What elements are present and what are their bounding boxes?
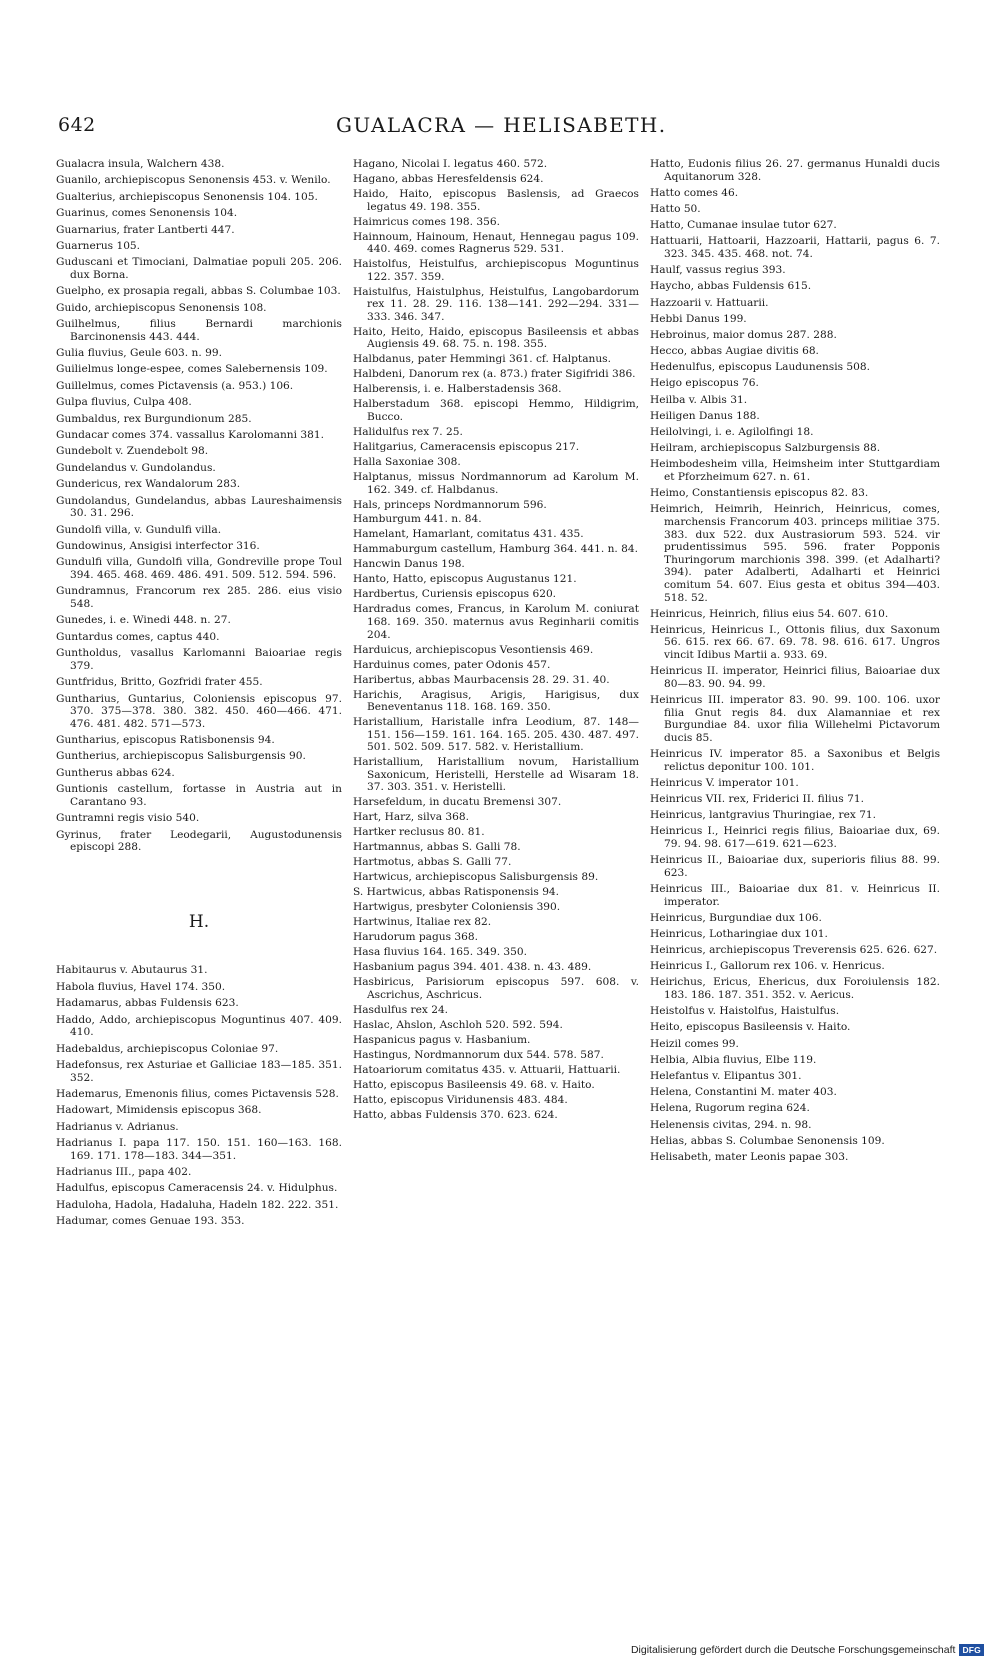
index-entry: Hasbiricus, Parisiorum episcopus 597. 608. v. Ascrichus, Aschricus. xyxy=(353,976,639,1001)
index-entry: Guntardus comes, captus 440. xyxy=(56,630,220,643)
index-entry: Helena, Rugorum regina 624. xyxy=(650,1102,810,1115)
index-entry: Guarinus, comes Senonensis 104. xyxy=(56,207,238,220)
index-entry: Hagano, Nicolai I. legatus 460. 572. xyxy=(353,158,548,170)
index-entry: Hadamarus, abbas Fuldensis 623. xyxy=(56,997,239,1010)
index-entry: Halberstadum 368. episcopi Hemmo, Hildigrim, Bucco. xyxy=(353,398,639,423)
index-entry: Heinricus, Lotharingiae dux 101. xyxy=(650,927,828,940)
index-entry: Gundericus, rex Wandalorum 283. xyxy=(56,478,241,491)
index-entry: Gulpa fluvius, Culpa 408. xyxy=(56,396,192,409)
index-entry: Haduloha, Hadola, Hadaluha, Hadeln 182. 222. 351. xyxy=(56,1198,339,1211)
index-entry: Haido, Haito, episcopus Baslensis, ad Graecos legatus 49. 198. 355. xyxy=(353,187,639,213)
index-entry: Heinricus III., Baioariae dux 81. v. Heinricus II. imperator. xyxy=(650,882,940,908)
index-entry: Hebroinus, maior domus 287. 288. xyxy=(650,328,837,341)
index-entry: Hadebaldus, archiepiscopus Coloniae 97. xyxy=(56,1042,279,1055)
index-entry: Guilielmus longe-espee, comes Salebernensis 109. xyxy=(56,363,328,376)
index-entry: Haistulfus, Haistulphus, Heistulfus, Langobardorum rex 11. 28. 29. 116. 138—141. 292—294. 331—333. 346. 347. xyxy=(353,285,639,323)
index-entry: Heinricus, archiepiscopus Treverensis 625. 626. 627. xyxy=(650,944,938,957)
index-entry: Hammaburgum castellum, Hamburg 364. 441. n. 84. xyxy=(353,543,638,556)
index-entry: Haslac, Ahslon, Aschloh 520. 592. 594. xyxy=(353,1018,563,1031)
index-column-3 xyxy=(650,158,940,1167)
index-entry: Guido, archiepiscopus Senonensis 108. xyxy=(56,301,267,314)
index-entry: Gumbaldus, rex Burgundionum 285. xyxy=(56,412,252,425)
index-entry: Guduscani et Timociani, Dalmatiae populi 205. 206. dux Borna. xyxy=(56,256,342,281)
index-entry: Heinricus I., Heinrici regis filius, Baioariae dux, 69. 79. 94. 98. 617—619. 621—623. xyxy=(650,825,940,850)
index-entry: Heinricus I., Gallorum rex 106. v. Henricus. xyxy=(650,960,885,973)
index-entry: Heistolfus v. Haistolfus, Haistulfus. xyxy=(650,1005,840,1018)
index-entry: Guillelmus, comes Pictavensis (a. 953.) 106. xyxy=(56,379,294,392)
index-entry: Gyrinus, frater Leodegarii, Augustodunensis episcopi 288. xyxy=(56,828,342,854)
index-entry: Heilba v. Albis 31. xyxy=(650,393,748,406)
index-entry: Guntherius, archiepiscopus Salisburgensis 90. xyxy=(56,750,306,763)
index-entry: Hardradus comes, Francus, in Karolum M. coniurat 168. 169. 350. maternus avus Reginharii comitis 204. xyxy=(353,603,639,641)
index-entry: Heigo episcopus 76. xyxy=(650,377,759,390)
index-entry: Halbdeni, Danorum rex (a. 873.) frater Sigifridi 386. xyxy=(353,368,636,381)
index-entry: Hanto, Hatto, episcopus Augustanus 121. xyxy=(353,573,577,586)
index-entry: Heinricus, Burgundiae dux 106. xyxy=(650,911,822,924)
index-entry: Gulia fluvius, Geule 603. n. 99. xyxy=(56,347,222,360)
index-entry: Hartwigus, presbyter Coloniensis 390. xyxy=(353,901,561,914)
index-entry: Haito, Heito, Haido, episcopus Basileensis et abbas Augiensis 49. 68. 75. n. 198. 355. xyxy=(353,325,639,351)
index-entry: Haimricus comes 198. 356. xyxy=(353,215,500,228)
index-entry: Heilolvingi, i. e. Agilolfingi 18. xyxy=(650,426,814,438)
index-entry: Gundolandus, Gundelandus, abbas Laureshaimensis 30. 31. 296. xyxy=(56,494,342,520)
index-entry: Gundebolt v. Zuendebolt 98. xyxy=(56,445,209,458)
h-entries xyxy=(56,964,342,1227)
index-entry: Hasbanium pagus 394. 401. 438. n. 43. 489. xyxy=(353,961,592,974)
index-entry: Haribertus, abbas Maurbacensis 28. 29. 31. 40. xyxy=(353,673,610,686)
index-entry: Heinricus V. imperator 101. xyxy=(650,776,799,789)
index-entry: Gualterius, archiepiscopus Senonensis 104. 105. xyxy=(56,190,318,203)
index-entry: Gundelandus v. Gundolandus. xyxy=(56,461,216,474)
index-entry: Helenensis civitas, 294. n. 98. xyxy=(650,1118,812,1131)
index-entry: Haistolfus, Heistulfus, archiepiscopus Moguntinus 122. 357. 359. xyxy=(353,258,639,283)
index-entry: Helisabeth, mater Leonis papae 303. xyxy=(650,1150,849,1163)
index-entry: Hancwin Danus 198. xyxy=(353,558,465,571)
index-entry: Hedenulfus, episcopus Laudunensis 508. xyxy=(650,361,871,374)
index-entry: Guntherus abbas 624. xyxy=(56,766,175,779)
index-entry: Hazzoarii v. Hattuarii. xyxy=(650,296,769,309)
index-entry: Harudorum pagus 368. xyxy=(353,931,478,944)
index-entry: Haddo, Addo, archiepiscopus Moguntinus 407. 409. 410. xyxy=(56,1013,342,1039)
index-entry: Hastingus, Nordmannorum dux 544. 578. 587. xyxy=(353,1048,604,1061)
dfg-logo-icon: DFG xyxy=(959,1644,984,1656)
index-entry: Guntramni regis visio 540. xyxy=(56,812,200,825)
index-entry: Gundolfi villa, v. Gundulfi villa. xyxy=(56,523,222,536)
index-entry: Haspanicus pagus v. Hasbanium. xyxy=(353,1033,531,1046)
index-entry: Guelpho, ex prosapia regali, abbas S. Columbae 103. xyxy=(56,285,341,298)
index-entry: Harsefeldum, in ducatu Bremensi 307. xyxy=(353,796,562,809)
index-entry: Hadrianus I. papa 117. 150. 151. 160—163. 168. 169. 171. 178—183. 344—351. xyxy=(56,1137,342,1162)
index-entry: Harichis, Aragisus, Arigis, Harigisus, dux Beneventanus 118. 168. 169. 350. xyxy=(353,688,639,714)
index-entry: Hagano, abbas Heresfeldensis 624. xyxy=(353,172,544,185)
index-entry: Guntharius, episcopus Ratisbonensis 94. xyxy=(56,734,275,747)
index-entry: Hadrianus III., papa 402. xyxy=(56,1166,192,1179)
index-entry: Hartmotus, abbas S. Galli 77. xyxy=(353,856,512,869)
index-entry: Halitgarius, Cameracensis episcopus 217. xyxy=(353,440,580,453)
index-entry: Habitaurus v. Abutaurus 31. xyxy=(56,964,208,977)
section-heading-h: H. xyxy=(188,911,210,932)
index-entry: Hals, princeps Nordmannorum 596. xyxy=(353,498,547,511)
index-entry: Helbia, Albia fluvius, Elbe 119. xyxy=(650,1053,817,1066)
index-entry: Heirichus, Ericus, Ehericus, dux Foroiulensis 182. 183. 186. 187. 351. 352. v. Aericus. xyxy=(650,976,940,1002)
index-entry: Haycho, abbas Fuldensis 615. xyxy=(650,280,812,293)
index-entry: Hartker reclusus 80. 81. xyxy=(353,826,485,839)
index-entry: Gunedes, i. e. Winedi 448. n. 27. xyxy=(56,614,231,627)
index-entry: Gualacra insula, Walchern 438. xyxy=(56,158,225,170)
index-entry: Guntholdus, vasallus Karlomanni Baioariae regis 379. xyxy=(56,647,342,672)
index-entry: Hainnoum, Hainoum, Henaut, Hennegau pagus 109. 440. 469. comes Ragnerus 529. 531. xyxy=(353,230,639,256)
index-entry: Hatto, episcopus Basileensis 49. 68. v. Haito. xyxy=(353,1078,595,1091)
index-entry: Hartwinus, Italiae rex 82. xyxy=(353,916,492,929)
index-entry: Hecco, abbas Augiae divitis 68. xyxy=(650,345,819,358)
index-entry: Guntharius, Guntarius, Coloniensis episcopus 97. 370. 375—378. 380. 382. 450. 460—466. 471. 476. 481. 482. 571—573. xyxy=(56,692,342,730)
index-entry: Heilram, archiepiscopus Salzburgensis 88. xyxy=(650,442,881,455)
g-entries xyxy=(56,158,342,854)
index-entry: Hadulfus, episcopus Cameracensis 24. v. Hidulphus. xyxy=(56,1182,338,1195)
index-entry: Heimrich, Heimrih, Heinrich, Heinricus, comes, marchensis Francorum 403. princeps militiae 375. 383. dux 522. dux Austrasiorum 593. 524. vir prudentissimus 595. 596. frater Popponis Thuringorum marchionis 398. 399. (et Adalharti? 394). pater Adalberti, Adalharti et Heinrici comitum 54. 607. Eius gesta et obitus 394—403. 518. 52. xyxy=(650,503,940,604)
index-entry: Helena, Constantini M. mater 403. xyxy=(650,1086,837,1099)
index-entry: Hasdulfus rex 24. xyxy=(353,1003,449,1016)
index-entry: Hattuarii, Hattoarii, Hazzoarii, Hattarii, pagus 6. 7. 323. 345. 435. 468. not. 74. xyxy=(650,235,940,260)
footer xyxy=(631,1644,984,1656)
page-number: 642 xyxy=(58,114,96,136)
index-entry: Heinricus, Heinricus I., Ottonis filius, dux Saxonum 56. 615. rex 66. 67. 69. 78. 98. 616. 617. Ungros vincit Idibus Martii a. 933. 69. xyxy=(650,623,940,662)
index-entry: Heito, episcopus Basileensis v. Haito. xyxy=(650,1021,851,1034)
index-entry: Habola fluvius, Havel 174. 350. xyxy=(56,980,226,993)
index-entry: S. Hartwicus, abbas Ratisponensis 94. xyxy=(353,886,560,899)
index-entry: Hasa fluvius 164. 165. 349. 350. xyxy=(353,946,528,959)
index-entry: Hamburgum 441. n. 84. xyxy=(353,513,482,526)
index-entry: Heinricus, Heinrich, filius eius 54. 607. 610. xyxy=(650,607,889,620)
index-entry: Hardbertus, Curiensis episcopus 620. xyxy=(353,588,557,601)
index-entry: Heinricus IV. imperator 85. a Saxonibus et Belgis relictus deponitur 100. 101. xyxy=(650,748,940,773)
index-entry: Hadefonsus, rex Asturiae et Galliciae 183—185. 351. 352. xyxy=(56,1058,342,1084)
index-entry: Guntionis castellum, fortasse in Austria aut in Carantano 93. xyxy=(56,783,342,808)
index-entry: Guarnarius, frater Lantberti 447. xyxy=(56,223,235,236)
index-entry: Heinricus II., Baioariae dux, superioris filius 88. 99. 623. xyxy=(650,854,940,879)
index-entry: Haristallium, Haristalle infra Leodium, 87. 148—151. 156—159. 161. 164. 165. 205. 430. 487. 497. 501. 502. 509. 517. 582. v. Heristallium. xyxy=(353,716,639,754)
index-entry: Hart, Harz, silva 368. xyxy=(353,811,470,824)
index-entry: Hartwicus, archiepiscopus Salisburgensis 89. xyxy=(353,871,599,884)
index-entry: Hatto, abbas Fuldensis 370. 623. 624. xyxy=(353,1108,558,1121)
index-entry: Halla Saxoniae 308. xyxy=(353,455,461,468)
index-entry: Gundramnus, Francorum rex 285. 286. eius visio 548. xyxy=(56,585,342,610)
index-entry: Hebbi Danus 199. xyxy=(650,312,747,325)
index-entry: Haristallium, Haristallium novum, Haristallium Saxonicum, Heristelli, Herstelle ad Wisaram 18. 37. 303. 351. v. Heristelli. xyxy=(353,756,639,794)
running-title: GUALACRA — HELISABETH. xyxy=(336,113,667,137)
index-entry: Gundacar comes 374. vassallus Karolomanni 381. xyxy=(56,429,324,442)
index-entry: Heimbodesheim villa, Heimsheim inter Stuttgardiam et Pforzheimum 627. n. 61. xyxy=(650,458,940,483)
index-entry: Guarnerus 105. xyxy=(56,239,141,252)
index-entry: Hatto 50. xyxy=(650,202,701,215)
index-entry: Hatto, Cumanae insulae tutor 627. xyxy=(650,219,837,232)
footer-credit: Digitalisierung gefördert durch die Deutsche Forschungsgemeinschaft xyxy=(630,1644,956,1656)
index-entry: Halptanus, missus Nordmannorum ad Karolum M. 162. 349. cf. Halbdanus. xyxy=(353,470,639,496)
index-entry: Gundulfi villa, Gundolfi villa, Gondreville prope Toul 394. 465. 468. 469. 486. 491. 509. 512. 594. 596. xyxy=(56,556,342,581)
index-entry: Gundowinus, Ansigisi interfector 316. xyxy=(56,539,260,552)
index-entry: Heinricus II. imperator, Heinrici filius, Baioariae dux 80—83. 90. 94. 99. xyxy=(650,665,940,690)
index-entry: Heiligen Danus 188. xyxy=(650,409,760,422)
index-column-1 xyxy=(56,158,342,1232)
index-entry: Hatto, episcopus Viridunensis 483. 484. xyxy=(353,1093,568,1106)
index-entry: Hatto, Eudonis filius 26. 27. germanus Hunaldi ducis Aquitanorum 328. xyxy=(650,158,940,183)
index-entry: Halidulfus rex 7. 25. xyxy=(353,425,463,438)
index-entry: Hatoariorum comitatus 435. v. Attuarii, Hattuarii. xyxy=(353,1063,621,1076)
index-entry: Halberensis, i. e. Halberstadensis 368. xyxy=(353,383,562,396)
index-entry: Heinricus III. imperator 83. 90. 99. 100. 106. uxor filia Gnut regis 84. dux Alamanniae et rex Burgundiae 84. uxor filia Willehelmi Pictavorum ducis 85. xyxy=(650,694,940,744)
index-entry: Guanilo, archiepiscopus Senonensis 453. v. Wenilo. xyxy=(56,174,331,187)
index-entry: Heimo, Constantiensis episcopus 82. 83. xyxy=(650,487,869,500)
index-entry: Hamelant, Hamarlant, comitatus 431. 435. xyxy=(353,528,584,541)
index-entry: Hadowart, Mimidensis episcopus 368. xyxy=(56,1104,262,1117)
index-entry: Guntfridus, Britto, Gozfridi frater 455. xyxy=(56,676,263,689)
index-entry: Halbdanus, pater Hemmingi 361. cf. Halptanus. xyxy=(353,353,611,366)
index-entry: Heizil comes 99. xyxy=(650,1037,739,1050)
index-entry: Hademarus, Emenonis filius, comes Pictavensis 528. xyxy=(56,1087,339,1100)
index-entry: Helias, abbas S. Columbae Senonensis 109. xyxy=(650,1134,885,1147)
index-entry: Hatto comes 46. xyxy=(650,186,739,199)
index-column-2 xyxy=(353,158,639,1124)
index-entry: Heinricus VII. rex, Friderici II. filius 71. xyxy=(650,792,864,805)
index-entry: Hartmannus, abbas S. Galli 78. xyxy=(353,841,521,854)
index-entry: Haulf, vassus regius 393. xyxy=(650,264,786,277)
index-entry: Helefantus v. Elipantus 301. xyxy=(650,1069,802,1082)
index-entry: Hadumar, comes Genuae 193. 353. xyxy=(56,1215,245,1228)
index-entry: Harduicus, archiepiscopus Vesontiensis 469. xyxy=(353,643,594,656)
index-entry: Heinricus, lantgravius Thuringiae, rex 71. xyxy=(650,809,877,822)
index-entry: Guilhelmus, filius Bernardi marchionis Barcinonensis 443. 444. xyxy=(56,318,342,343)
index-entry: Harduinus comes, pater Odonis 457. xyxy=(353,658,551,671)
index-entry: Hadrianus v. Adrianus. xyxy=(56,1120,179,1133)
